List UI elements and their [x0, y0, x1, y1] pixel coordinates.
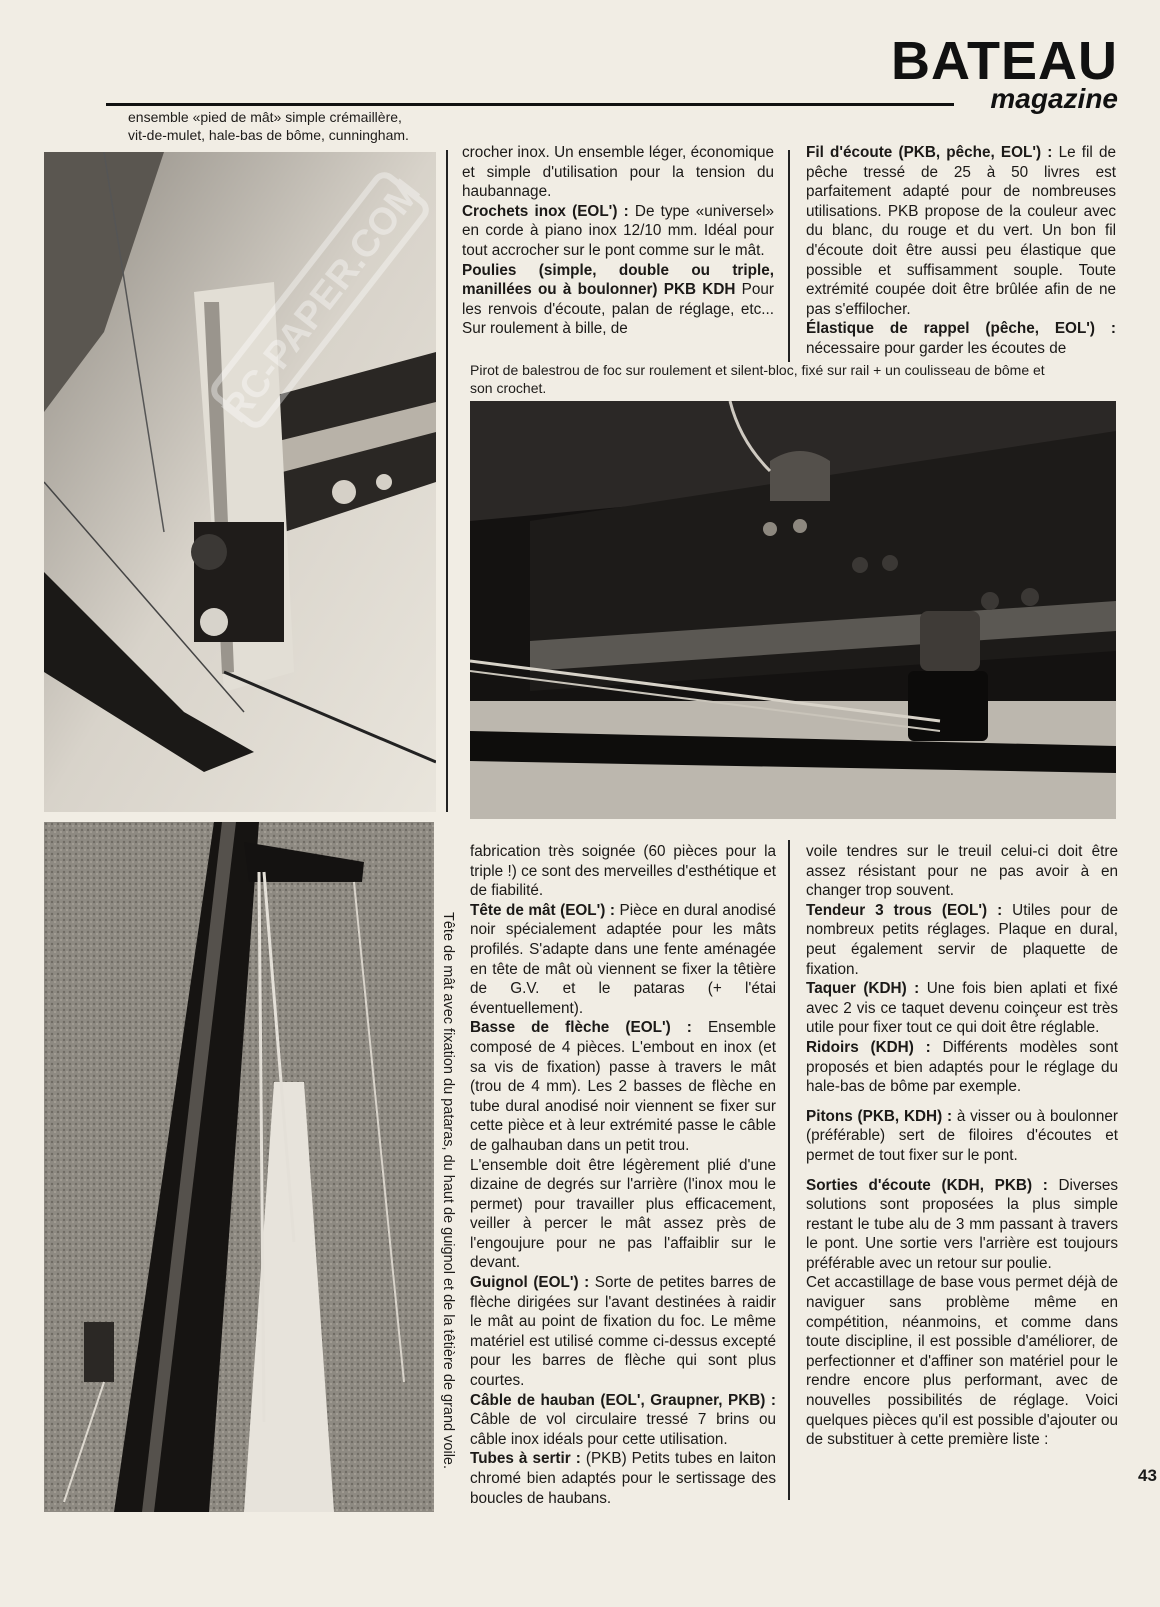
paragraph-body: De type «universel» en corde à piano inox 12/10 mm. Idéal pour tout accrocher sur le pont comme sur le mât. — [462, 202, 774, 259]
caption-line: Pirot de balestrou de foc sur roulement et silent-bloc, fixé sur rail + un coulisseau de bôme et — [470, 362, 1045, 378]
paragraph-body: Pièce en dural anodisé noir spécialement adaptée pour les mâts profilés. S'adapte dans une fente aménagée en tête de mât où viennent se fixer la têtière de G.V. et le pataras (+ l'étai éventuellement). — [470, 901, 776, 1017]
paragraph-body: Ensemble composé de 4 pièces. L'embout en inox (et sa vis de fixation) passe à travers le mât (trou de 4 mm). Les 2 basses de flèche en tube dural anodisé noir viennent se fixer sur cette pièce et à leur extrémité passe le câble de galhauban dans un petit trou. — [470, 1019, 776, 1154]
paragraph — [806, 143, 1116, 319]
column-rule — [788, 840, 790, 1500]
caption-line: son crochet. — [470, 380, 547, 396]
paragraph: Cet accastillage de base vous permet déjà de naviguer sans problème même en compétition, néanmoins, et comme dans toute discipline, il est possible d'améliorer, de perfectionner et d'affiner son matériel pour le rendre encore plus performant, avec de nouvelles possibilités de réglage. Voici quelques pièces qu'il est possible d'ajouter ou de substituer à cette première liste : — [806, 1274, 1118, 1449]
paragraph-heading: Pitons (PKB, KDH) : — [806, 1107, 953, 1125]
paragraph-body: Sorte de petites barres de flèche dirigées sur l'avant destinées à raidir le mât au point de fixation du foc. Le même matériel est utilisé comme ci-dessus excepté pour les barres de flèche qui sont plus courtes. — [470, 1274, 776, 1390]
text-column-bottom-right — [806, 842, 1118, 1450]
paragraph-body: Une fois bien aplati et fixé avec 2 vis ce taquet devenu coinçeur est très utile pour fixer tout ce qui doit être réglable. — [806, 980, 1118, 1037]
paragraph: voile tendres sur le treuil celui-ci doit être assez résistant pour ne pas avoir à en changer trop souvent. — [806, 843, 1118, 900]
paragraph-body: Utiles pour de nombreux petits réglages. Plaque en dural, peut également servir de plaquette de fixation. — [806, 901, 1118, 978]
magazine-title: BATEAU — [891, 31, 1118, 91]
paragraph — [470, 1273, 776, 1391]
paragraph — [806, 1176, 1118, 1274]
paragraph-heading: Sorties d'écoute (KDH, PKB) : — [806, 1176, 1048, 1194]
watermark — [170, 150, 470, 450]
paragraph-heading: Taquer (KDH) : — [806, 980, 920, 998]
top-left-caption — [128, 108, 438, 144]
paragraph — [806, 979, 1118, 1038]
paragraph — [470, 1449, 776, 1508]
paragraph — [462, 202, 774, 261]
header-rule — [106, 103, 954, 106]
paragraph — [806, 1038, 1118, 1097]
paragraph-heading: Basse de flèche (EOL') : — [470, 1019, 692, 1037]
paragraph: fabrication très soignée (60 pièces pour la triple !) ce sont des merveilles d'esthétique et de fiabilité. — [470, 843, 776, 900]
paragraph — [806, 1107, 1118, 1166]
watermark-text: RC-PAPER.COM — [214, 172, 429, 431]
column-rule — [788, 150, 790, 362]
paragraph — [462, 261, 774, 339]
paragraph-body: Le fil de pêche tressé de 25 à 50 livres est parfaitement adapté pour de nombreuses utilisations. PKB propose de la couleur avec du blanc, du rouge et du vert. Un bon fil d'écoute doit être aussi peu élastique que possible et suffisamment souple. Toute extrémité coupée doit être brûlée afin de ne pas s'effilocher. — [806, 144, 1116, 318]
paragraph — [470, 1391, 776, 1450]
magazine-subtitle: magazine — [990, 83, 1118, 114]
paragraph-body: nécessaire pour garder les écoutes de — [806, 339, 1067, 357]
page-number: 43 — [1138, 1466, 1157, 1485]
mast-head-photo — [44, 822, 434, 1512]
paragraph-heading: Poulies (simple, double ou triple, manillées ou à boulonner) PKB KDH — [462, 261, 774, 299]
jib-photo-caption — [470, 361, 1120, 397]
caption-line: ensemble «pied de mât» simple crémaillère, — [128, 109, 402, 125]
paragraph — [470, 901, 776, 1019]
paragraph-body: Différents modèles sont proposés et bien adaptés pour le réglage du hale-bas de bôme par exemple. — [806, 1038, 1118, 1096]
paragraph: crocher inox. Un ensemble léger, économique et simple d'utilisation pour la tension du haubannage. — [462, 144, 774, 201]
paragraph-heading: Tête de mât (EOL') : — [470, 901, 615, 919]
paragraph-heading: Tubes à sertir : — [470, 1450, 581, 1468]
paragraph-body: à visser ou à boulonner (préférable) sert de filoires d'écoutes et permet de tout fixer sur le pont. — [806, 1107, 1118, 1164]
paragraph-body: Pour les renvois d'écoute, palan de réglage, etc... Sur roulement à bille, de — [462, 281, 774, 338]
paragraph-heading: Crochets inox (EOL') : — [462, 202, 629, 220]
column-rule — [446, 150, 448, 812]
caption-line: vit-de-mulet, hale-bas de bôme, cunningham. — [128, 127, 409, 143]
paragraph — [470, 1018, 776, 1155]
paragraph-heading: Ridoirs (KDH) : — [806, 1038, 931, 1056]
text-column-bottom-left — [470, 842, 776, 1508]
vertical-caption-wrap — [436, 912, 460, 1502]
paragraph-body: Diverses solutions sont proposées la plus simple restant le tube alu de 3 mm passant à travers le pont. Une sortie vers l'arrière est toujours préférable avec un retour sur poulie. — [806, 1176, 1119, 1272]
text-column-top-right — [806, 143, 1116, 359]
paragraph-heading: Câble de hauban (EOL', Graupner, PKB) : — [470, 1391, 776, 1409]
paragraph-heading: Élastique de rappel (pêche, EOL') : — [806, 320, 1116, 338]
paragraph-heading: Guignol (EOL') : — [470, 1274, 590, 1292]
paragraph — [806, 901, 1118, 979]
paragraph: L'ensemble doit être légèrement plié d'une dizaine de degrés sur l'arrière (l'inox mou le permet) pour travailler plus efficacement, veiller à percer le mât assez près de l'engoujure pour ne pas l'affaiblir sur le devant. — [470, 1156, 776, 1272]
mast-head-caption: Tête de mât avec fixation du pataras, du haut de guignol et de la têtière de grand voile. — [440, 912, 456, 1470]
paragraph-body: Câble de vol circulaire tressé 7 brins ou câble inox idéals pour cette utilisation. — [470, 1411, 776, 1448]
paragraph-heading: Tendeur 3 trous (EOL') : — [806, 901, 1003, 919]
jib-pivot-photo — [470, 401, 1116, 819]
paragraph — [806, 319, 1116, 358]
paragraph-body: (PKB) Petits tubes en laiton chromé bien adaptés pour le sertissage des boucles de haubans. — [470, 1450, 776, 1507]
text-column-top-left — [462, 143, 774, 339]
paragraph-heading: Fil d'écoute (PKB, pêche, EOL') : — [806, 144, 1053, 161]
